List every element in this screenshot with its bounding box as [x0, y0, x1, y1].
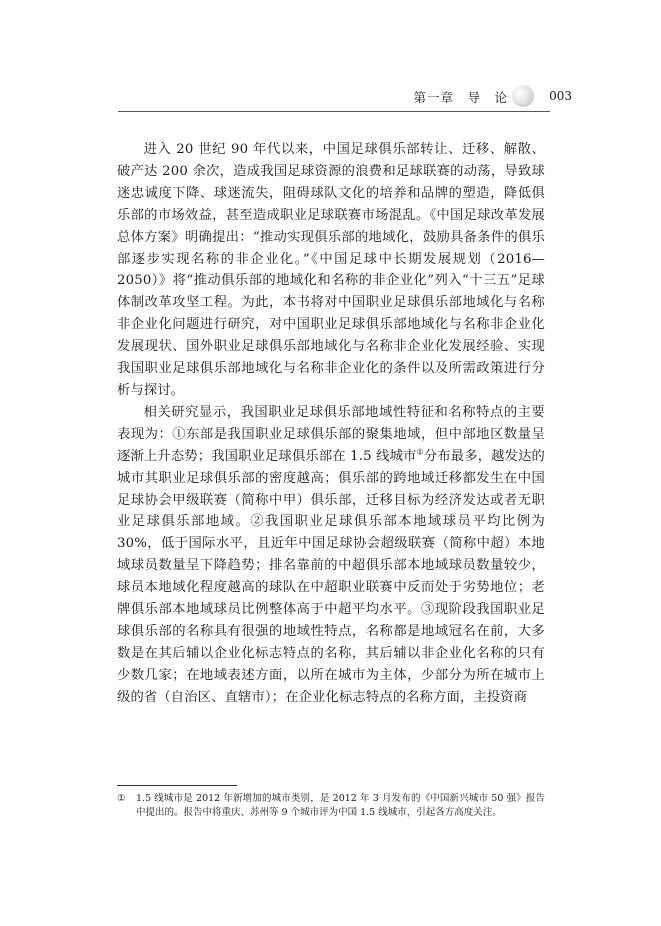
header-divider: [118, 111, 550, 112]
footnote-divider: [117, 785, 237, 786]
footnote: [117, 792, 545, 820]
paragraph-2-part-2: 分布最多，越发达的城市其职业足球俱乐部的密度越高；俱乐部的跨地域迁移都发生在中国足球协会甲级联赛（简称中甲）俱乐部，迁移目标为经济发达或者无职业足球俱乐部地域。②我国职业足球俱乐部本地域球员平均比例为 30%，低于国际水平，且近年中国足球协会超级联赛（简称中超）本地域球员数量呈下降趋势；排名靠前的中超俱乐部本地域球员数量较少，球员本地域化程度越高的球队在中超职业联赛中反而处于劣势地位；老牌俱乐部本地域球员比例整体高于中超平均水平。③现阶段我国职业足球俱乐部的名称具有很强的地域性特点，名称都是地域冠名在前，大多数是在其后辅以企业化标志特点的名称，其后辅以非企业化名称的只有少数几家；在地域表述方面，以所在城市为主体，少部分为所在城市上级的省（自治区、直辖市）；在企业化标志特点的名称方面，主投资商: [117, 448, 545, 705]
football-icon: [512, 85, 534, 107]
footnote-reference[interactable]: ①: [416, 447, 424, 457]
paragraph-2: [117, 402, 545, 709]
footnote-marker: ①: [117, 793, 126, 804]
paragraph-1: 进入 20 世纪 90 年代以来，中国足球俱乐部转让、迁移、解散、破产达 200 余次，造成我国足球资源的浪费和足球联赛的动荡，导致球迷忠诚度下降、球迷流失，阻碍球队文化的培养和品牌的塑造，降低俱乐部的市场效益，甚至造成职业足球联赛市场混乱。《中国足球改革发展总体方案》明确提出：“推动实现俱乐部的地域化，鼓励具备条件的俱乐部逐步实现名称的非企业化。”《中国足球中长期发展规划（2016—2050）》将“推动俱乐部的地域化和名称的非企业化”列入“十三五”足球体制改革攻坚工程。为此，本书将对中国职业足球俱乐部地域化与名称非企业化问题进行研究，对中国职业足球俱乐部地域化与名称非企业化发展现状、国外职业足球俱乐部地域化与名称非企业化发展经验、实现我国职业足球俱乐部地域化与名称非企业化的条件以及所需政策进行分析与探讨。: [117, 142, 545, 398]
body-text: [117, 139, 545, 709]
chapter-title: 第一章 导 论: [413, 90, 508, 105]
footnote-text: 1.5 线城市是 2012 年新增加的城市类别，是 2012 年 3 月发布的《中国新兴城市 50 强》报告中提出的。报告中将重庆、苏州等 9 个城市评为中国 1.5 线城市，引起各方高度关注。: [136, 793, 545, 818]
paragraph-2-part-1: 相关研究显示，我国职业足球俱乐部地域性特征和名称特点的主要表现为：①东部是我国职业足球俱乐部的聚集地域，但中部地区数量呈逐渐上升态势；我国职业足球俱乐部在 1.5 线城市: [117, 404, 545, 464]
running-header: [118, 84, 572, 108]
page-number: 003: [549, 89, 572, 103]
